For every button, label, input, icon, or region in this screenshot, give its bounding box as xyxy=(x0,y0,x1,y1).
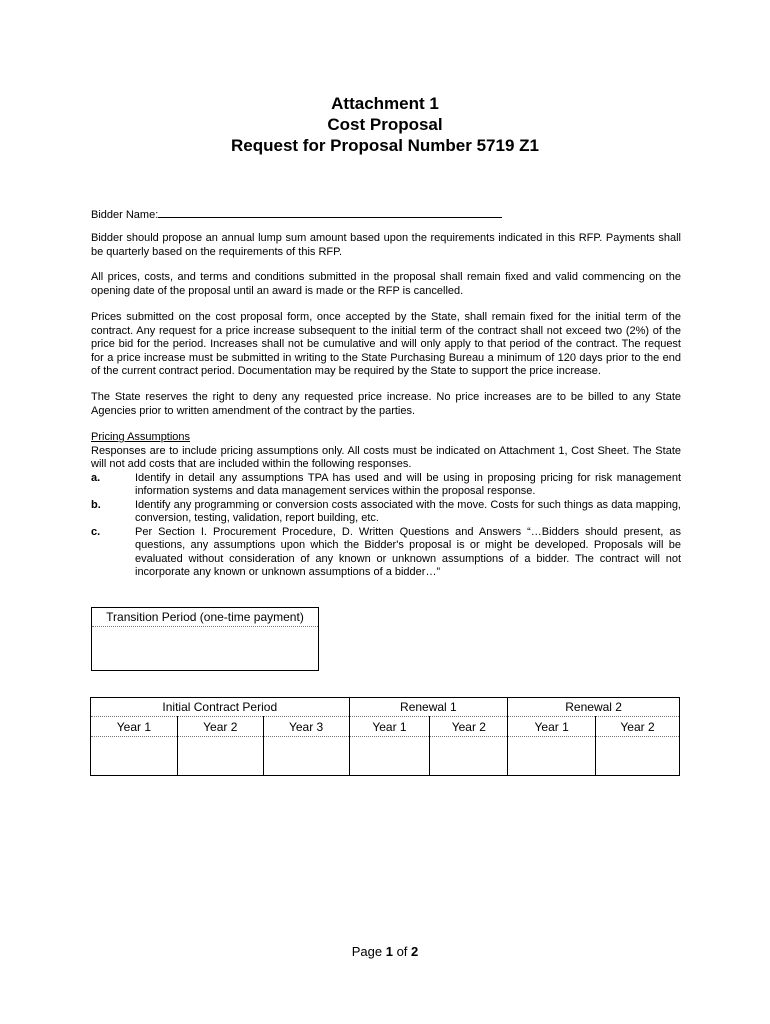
paragraph-prices-fixed: All prices, costs, and terms and conditions submitted in the proposal shall remain fixed and valid commencing on the opening date of the proposal until an award is made or the RFP is cancelled. xyxy=(91,271,681,297)
cost-proposal-title: Cost Proposal xyxy=(327,115,443,134)
transition-period-heading: Transition Period (one-time payment) xyxy=(92,608,318,627)
price-entry-cell[interactable] xyxy=(596,737,680,776)
paragraph-deny-increase: The State reserves the right to deny any requested price increase. No price increases are to be billed to any State Agencies prior to written amendment of the contract by the parties. xyxy=(91,391,681,417)
list-item-text: Identify in detail any assumptions TPA has used and will be using in proposing pricing for risk management information systems and data management services within the proposal response. xyxy=(135,471,681,497)
rfp-number-title: Request for Proposal Number 5719 Z1 xyxy=(231,136,539,155)
list-item-text: Per Section I. Procurement Procedure, D. Written Questions and Answers “…Bidders should present, as questions, any assumptions upon which the Bidder's proposal is or might be developed. Proposals will be evaluated without consideration of any known or unknown assumptions of a bidder. The contract will not incorporate any known or unknown assumptions of a bidder…” xyxy=(135,525,681,578)
pricing-assumptions-intro: Responses are to include pricing assumptions only. All costs must be indicated on Attachment 1, Cost Sheet. The State will not add costs that are included within the following responses. xyxy=(91,444,681,470)
page-number xyxy=(0,944,770,959)
list-item-letter: a. xyxy=(91,471,101,484)
year-header: Year 2 xyxy=(177,717,263,737)
price-entry-cell[interactable] xyxy=(508,737,596,776)
transition-period-table xyxy=(91,607,319,671)
list-item-text: Identify any programming or conversion costs associated with the move. Costs for such things as data mapping, conversion, testing, validation, report building, etc. xyxy=(135,498,681,524)
list-item xyxy=(91,499,681,526)
pricing-assumptions-section xyxy=(91,431,681,580)
paragraph-lump-sum: Bidder should propose an annual lump sum amount based upon the requirements indicated in this RFP. Payments shall be quarterly based on the requirements of this RFP. xyxy=(91,232,681,258)
year-header: Year 1 xyxy=(349,717,430,737)
year-header: Year 2 xyxy=(596,717,680,737)
initial-contract-period-header: Initial Contract Period xyxy=(91,698,350,717)
bidder-name-row xyxy=(91,206,502,222)
price-entry-cell[interactable] xyxy=(91,737,178,776)
bidder-name-label: Bidder Name: xyxy=(91,209,159,221)
price-entry-cell[interactable] xyxy=(263,737,349,776)
year-header: Year 1 xyxy=(91,717,178,737)
total-pages: 2 xyxy=(411,944,419,959)
transition-period-entry-cell[interactable] xyxy=(92,627,318,671)
list-item xyxy=(91,526,681,580)
list-item xyxy=(91,472,681,499)
price-entry-cell[interactable] xyxy=(430,737,508,776)
paragraph-price-increase: Prices submitted on the cost proposal form, once accepted by the State, shall remain fixed for the initial term of the contract. Any request for a price increase subsequent to the initial term of the contract shall not exceed two (2%) of the price bid for the period. Increases shall not be cumulative and will only apply to that period of the contract. The request for a price increase must be submitted in writing to the State Purchasing Bureau a minimum of 120 days prior to the end of the current contract period. Documentation may be required by the State to support the price increase. xyxy=(91,311,681,377)
bidder-name-field[interactable] xyxy=(158,206,502,218)
attachment-title: Attachment 1 xyxy=(331,94,439,113)
current-page: 1 xyxy=(385,944,393,959)
renewal-1-header: Renewal 1 xyxy=(349,698,508,717)
price-entry-cell[interactable] xyxy=(177,737,263,776)
contract-period-table xyxy=(90,697,680,776)
pricing-assumptions-heading: Pricing Assumptions xyxy=(91,431,191,443)
list-item-letter: c. xyxy=(91,525,101,538)
year-header: Year 2 xyxy=(430,717,508,737)
list-item-letter: b. xyxy=(91,498,101,511)
price-entry-cell[interactable] xyxy=(349,737,430,776)
year-header: Year 1 xyxy=(508,717,596,737)
page-prefix: Page xyxy=(351,944,386,959)
page-of: of xyxy=(392,944,412,959)
year-header: Year 3 xyxy=(263,717,349,737)
renewal-2-header: Renewal 2 xyxy=(508,698,680,717)
